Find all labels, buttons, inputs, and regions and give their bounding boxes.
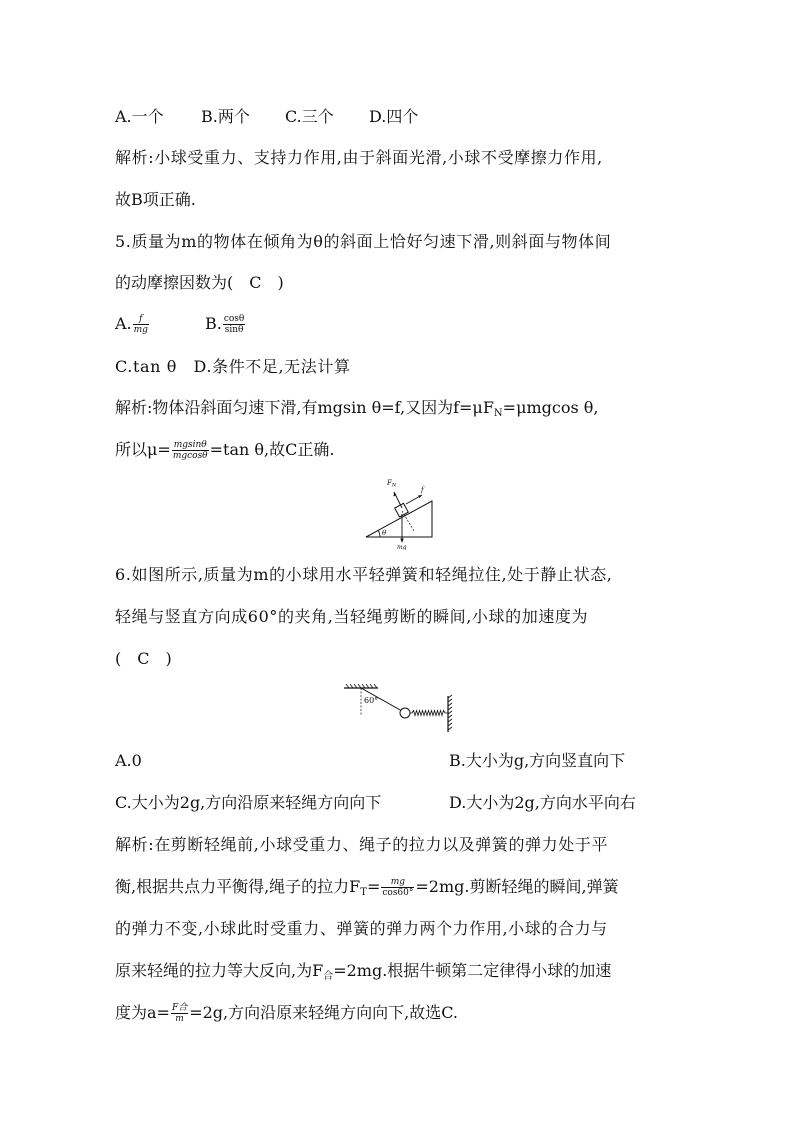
q5-stem-line-1: 5.质量为m的物体在倾角为θ的斜面上恰好匀速下滑,则斜面与物体间 [115, 232, 612, 251]
q5-option-a-denominator: mg [133, 325, 148, 335]
q5-option-b [205, 314, 246, 335]
q5-option-a-numerator: f [133, 314, 149, 325]
q4-option-b: B.两个 [201, 107, 250, 126]
friction-label: f [421, 486, 424, 494]
q6-analysis-line-4-a: 原来轻绳的拉力等大反向,为F [115, 961, 324, 980]
q6-analysis-line-2-subscript: T [360, 887, 367, 898]
spring-figure [344, 684, 462, 736]
q4-analysis-line-1: 解析:小球受重力、支持力作用,由于斜面光滑,小球不受摩擦力作用, [115, 148, 603, 167]
q6-options-cd [115, 793, 636, 813]
q6-analysis-fraction-2-numerator: F合 [171, 1003, 188, 1013]
gravity-label: mg [397, 544, 407, 550]
q6-analysis-fraction-1-denominator: cos60° [382, 888, 414, 898]
q6-analysis-line-4-b: =2mg.根据牛顿第二定律得小球的加速 [333, 961, 612, 980]
q5-option-b-fraction [223, 314, 246, 335]
spring-diagram [344, 684, 462, 736]
q4-option-c: C.三个 [285, 107, 334, 126]
q5-analysis-line-2-prefix: 所以μ= [115, 440, 171, 459]
q6-option-a: A.0 [115, 751, 142, 770]
q4-option-a: A.一个 [115, 107, 164, 126]
q5-analysis-fraction [172, 440, 209, 461]
wall-hatch [448, 695, 452, 730]
q6-analysis-fraction-2 [171, 1003, 188, 1024]
q6-analysis-fraction-2-denominator: m [175, 1014, 184, 1024]
q6-analysis-line-2-b: =2mg.剪断轻绳的瞬间,弹簧 [415, 877, 619, 896]
incline-figure [362, 474, 440, 550]
q6-analysis-line-2-a: 衡,根据共点力平衡得,绳子的拉力F [115, 877, 361, 896]
theta-label: θ [382, 529, 387, 537]
q5-analysis-line-1-tail: =μmgcos θ, [502, 398, 599, 417]
q5-option-b-numerator: cosθ [223, 314, 245, 324]
q5-option-b-denominator: sinθ [224, 325, 244, 335]
q5-analysis-line-2 [115, 440, 334, 461]
q5-analysis-line-1-text: 解析:物体沿斜面匀速下滑,有mgsin θ=f,又因为f=μF [115, 398, 494, 417]
q6-stem-line-3: ( C ) [115, 649, 172, 668]
angle-arc [378, 530, 380, 537]
q6-analysis-line-3: 的弹力不变,小球此时受重力、弹簧的弹力两个力作用,小球的合力与 [115, 919, 608, 938]
q6-stem-line-2: 轻绳与竖直方向成60°的夹角,当轻绳剪断的瞬间,小球的加速度为 [115, 607, 589, 626]
friction-arrowhead [418, 495, 422, 498]
normal-force-label: $F_N$ [387, 479, 397, 489]
q6-analysis-line-4-subscript: 合 [323, 971, 334, 982]
q6-analysis-fraction-1 [381, 877, 414, 898]
q6-option-b: B.大小为g,方向竖直向下 [449, 751, 626, 770]
q5-option-a-fraction [133, 314, 149, 335]
q5-analysis-line-2-tail: =tan θ,故C正确. [209, 440, 335, 459]
q5-options-cd: C.tan θ D.条件不足,无法计算 [115, 357, 351, 376]
q4-options [115, 107, 418, 127]
q4-option-d: D.四个 [369, 107, 419, 126]
spring [410, 711, 448, 716]
q6-option-c: C.大小为2g,方向沿原来轻绳方向向下 [115, 793, 382, 812]
q6-analysis-line-5 [115, 1003, 458, 1024]
q4-analysis-line-2: 故B项正确. [115, 190, 196, 209]
q5-analysis-denominator: mgcosθ [172, 451, 208, 461]
q5-analysis-numerator: mgsinθ [173, 440, 207, 450]
q6-analysis-line-5-a: 度为a= [115, 1003, 170, 1022]
q6-analysis-line-2 [115, 877, 619, 903]
q5-option-a [115, 314, 205, 335]
q6-option-d: D.大小为2g,方向水平向右 [449, 793, 636, 812]
angle-label: 60° [364, 696, 379, 705]
q6-analysis-line-1: 解析:在剪断轻绳前,小球受重力、绳子的拉力以及弹簧的弹力处于平 [115, 835, 609, 854]
q6-analysis-line-4 [115, 961, 611, 987]
q6-stem-line-1: 6.如图所示,质量为m的小球用水平轻弹簧和轻绳拉住,处于静止状态, [115, 565, 613, 584]
q5-options-ab [115, 314, 246, 335]
q6-analysis-fraction-1-numerator: mg [381, 877, 414, 888]
q6-options-ab [115, 751, 625, 771]
q5-analysis-line-1 [115, 398, 599, 424]
incline-diagram [362, 474, 440, 550]
q5-option-b-label: B. [205, 314, 222, 333]
q6-analysis-line-5-b: =2g,方向沿原来轻绳方向向下,故选C. [189, 1003, 458, 1022]
ball [400, 708, 410, 718]
gravity-arrowhead [400, 539, 403, 544]
q6-analysis-line-2-eq: = [366, 877, 381, 896]
q5-option-a-label: A. [115, 314, 132, 333]
q5-stem-line-2: 的动摩擦因数为( C ) [115, 273, 284, 292]
q5-analysis-line-1-subscript: N [493, 408, 503, 419]
